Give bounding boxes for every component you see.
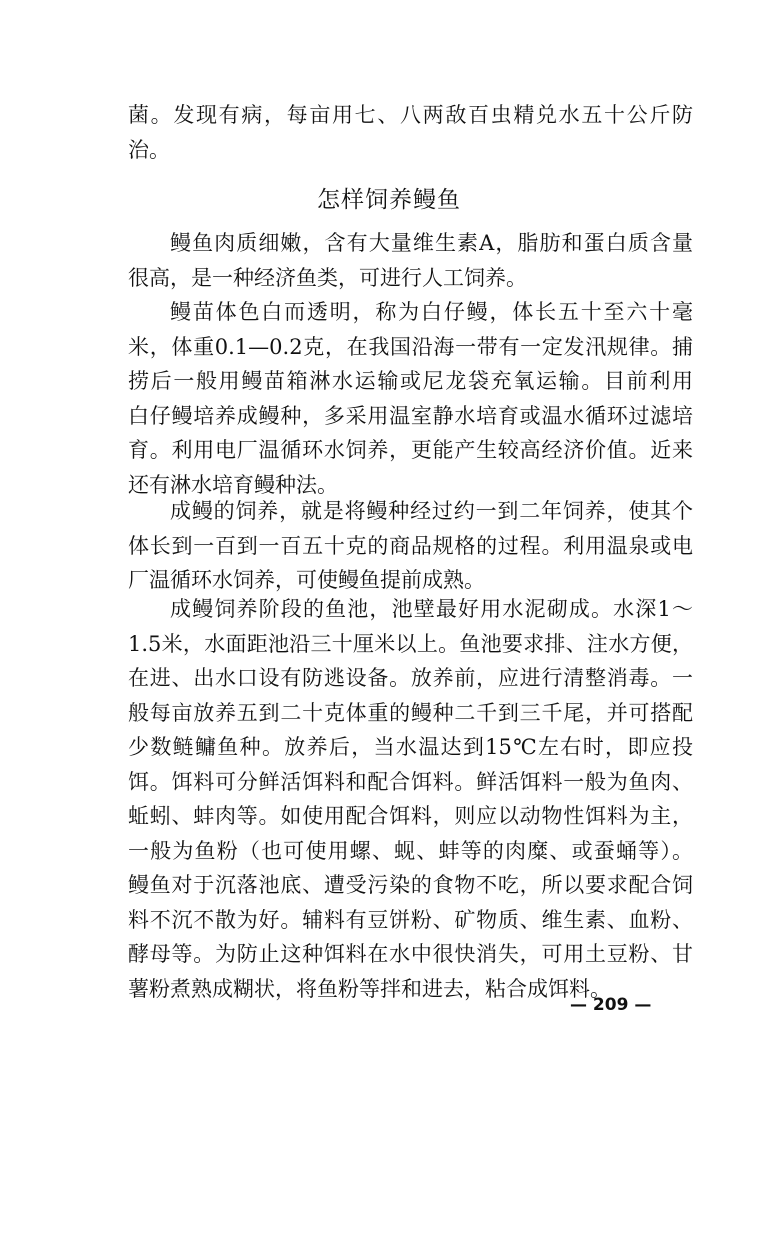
text-line: 很高，是一种经济鱼类，可进行人工饲养。 [128, 265, 527, 290]
text-line: 成鳗饲养阶段的鱼池，池壁最好用水泥砌成。水深1～ [170, 597, 693, 621]
text-line: 还有淋水培育鳗种法。 [128, 472, 338, 497]
text-line: 少数鲢鳙鱼种。放养后，当水温达到15℃左右时，即应投 [128, 735, 693, 759]
text-line: 米，体重0.1—0.2克，在我国沿海一带有一定发汛规律。捕 [128, 334, 693, 359]
text-line: 酵母等。为防止这种饵料在水中很快消失，可用土豆粉、甘 [128, 942, 693, 966]
text-line: 料不沉不散为好。辅料有豆饼粉、矿物质、维生素、血粉、 [128, 907, 693, 932]
text-line: 白仔鳗培养成鳗种，多采用温室静水培育或温水循环过滤培 [128, 403, 693, 428]
text-line: 治。 [128, 137, 170, 162]
text-line: 鳗鱼肉质细嫩，含有大量维生素A，脂肪和蛋白质含量 [170, 231, 693, 255]
page-number: — 209 — [570, 995, 652, 1015]
text-line: 鳗鱼对于沉落池底、遭受污染的食物不吃，所以要求配合饲 [128, 873, 693, 897]
paragraph-eel-fry [128, 295, 693, 502]
text-line: 在进、出水口设有防逃设备。放养前，应进行清整消毒。一 [128, 666, 693, 690]
paragraph-pond [128, 592, 693, 1006]
text-line: 般每亩放养五到二十克体重的鳗种二千到三千尾，并可搭配 [128, 700, 693, 725]
text-line: 捞后一般用鳗苗箱淋水运输或尼龙袋充氧运输。目前利用 [128, 369, 693, 393]
text-line: 薯粉煮熟成糊状，将鱼粉等拌和进去，粘合成饵料。 [128, 976, 611, 1001]
text-line: 饵。饵料可分鲜活饵料和配合饵料。鲜活饵料一般为鱼肉、 [128, 769, 693, 794]
text-line: 育。利用电厂温循环水饲养，更能产生较高经济价值。近来 [128, 438, 693, 462]
text-line: 厂温循环水饲养，可使鳗鱼提前成熟。 [128, 568, 485, 592]
paragraph-intro [128, 226, 693, 295]
text-line: 1.5米，水面距池沿三十厘米以上。鱼池要求排、注水方便， [128, 631, 693, 656]
section-heading: 怎样饲养鳗鱼 [317, 187, 461, 213]
text-line: 体长到一百到一百五十克的商品规格的过程。利用温泉或电 [128, 533, 693, 558]
continued-paragraph [128, 98, 693, 167]
text-line: 一般为鱼粉（也可使用螺、蚬、蚌等的肉糜、或蚕蛹等）。 [128, 838, 693, 863]
text-line: 蚯蚓、蚌肉等。如使用配合饵料，则应以动物性饵料为主， [128, 804, 693, 828]
text-line: 鳗苗体色白而透明，称为白仔鳗，体长五十至六十毫 [170, 300, 693, 324]
text-line: 成鳗的饲养，就是将鳗种经过约一到二年饲养，使其个 [170, 499, 693, 523]
text-line: 菌。发现有病，每亩用七、八两敌百虫精兑水五十公斤防 [128, 103, 693, 127]
paragraph-adult-eel [128, 494, 693, 598]
